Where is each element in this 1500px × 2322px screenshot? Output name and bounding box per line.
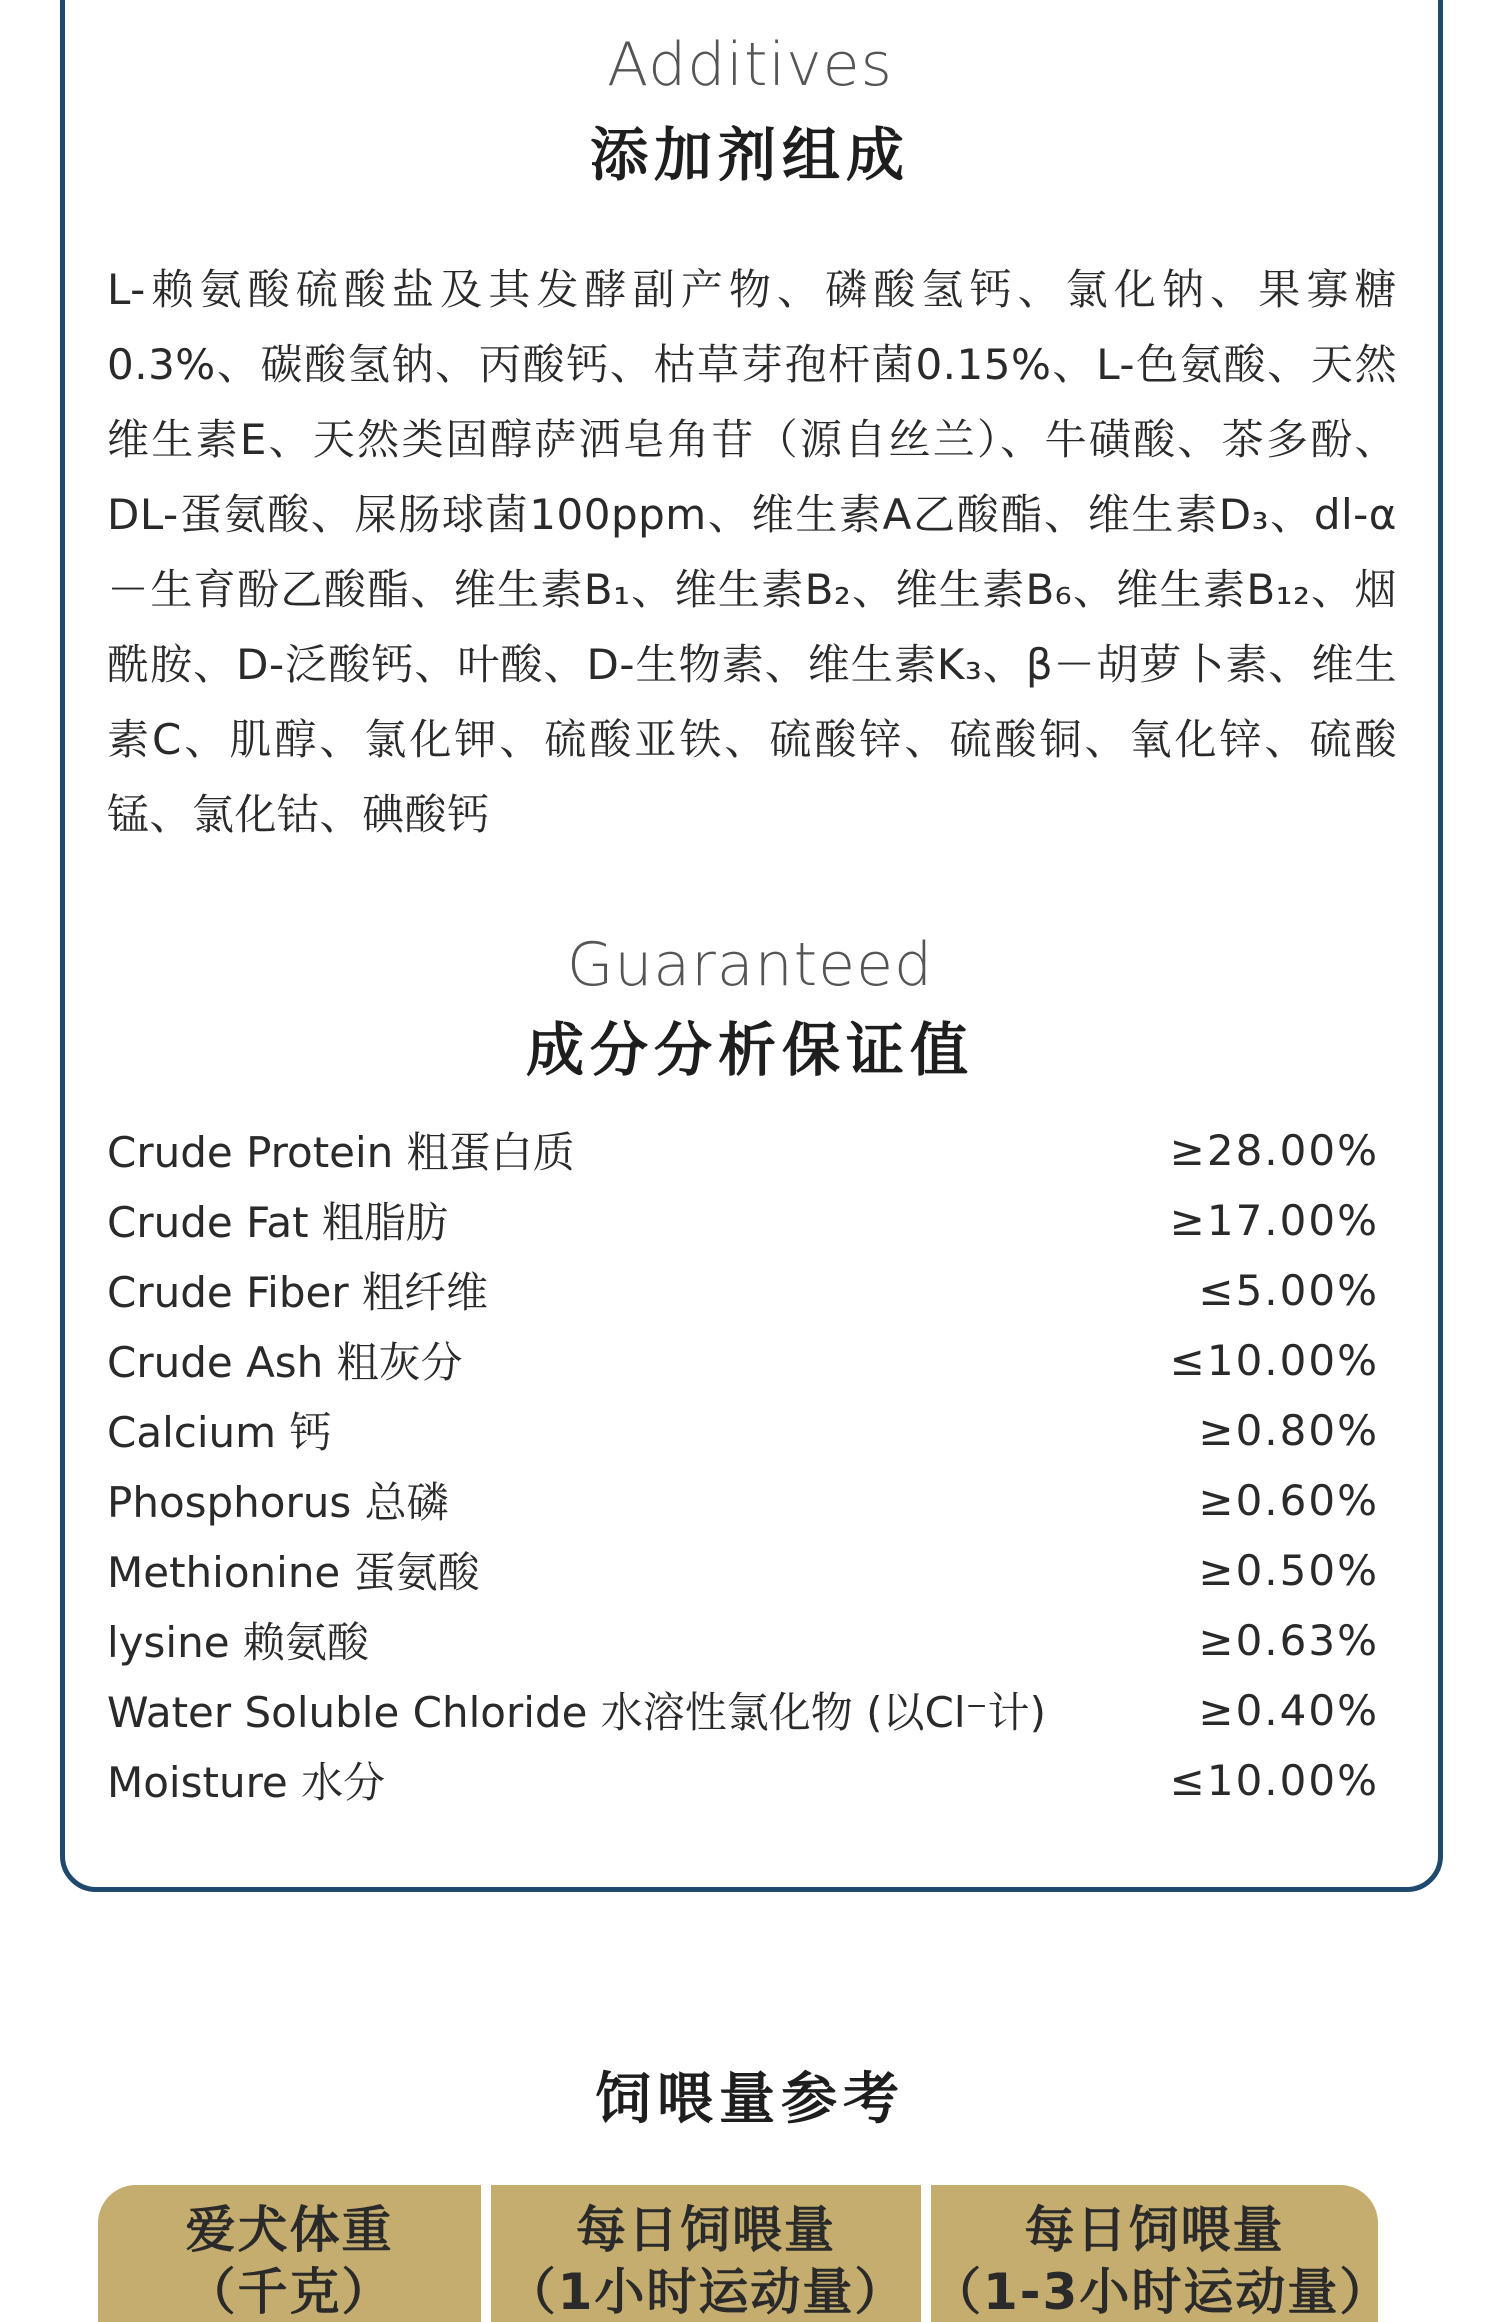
analysis-label: Crude Protein 粗蛋白质 bbox=[107, 1128, 575, 1177]
analysis-value: ≤10.00% bbox=[1169, 1335, 1379, 1385]
analysis-row bbox=[107, 1465, 1379, 1535]
analysis-row bbox=[107, 1115, 1379, 1185]
additives-list-text: L-赖氨酸硫酸盐及其发酵副产物、磷酸氢钙、氯化钠、果寡糖0.3%、碳酸氢钠、丙酸钙、枯草芽孢杆菌0.15%、L-色氨酸、天然维生素E、天然类固醇萨洒皂角苷（源自丝兰）、牛磺酸、茶多酚、DL-蛋氨酸、屎肠球菌100ppm、维生素A乙酸酯、维生素D₃、dl-α－生育酚乙酸酯、维生素B₁、维生素B₂、维生素B₆、维生素B₁₂、烟酰胺、D-泛酸钙、叶酸、D-生物素、维生素K₃、β－胡萝卜素、维生素C、肌醇、氯化钾、硫酸亚铁、硫酸锌、硫酸铜、氧化锌、硫酸锰、氯化钴、碘酸钙 bbox=[107, 265, 1397, 839]
feeding-table-header bbox=[98, 2185, 1392, 2322]
analysis-value: ≥0.60% bbox=[1198, 1475, 1379, 1525]
header-line2: （1小时运动量） bbox=[505, 2263, 907, 2321]
header-line1: 每日饲喂量 bbox=[576, 2201, 836, 2259]
analysis-label: Crude Fiber 粗纤维 bbox=[107, 1268, 488, 1317]
header-daily-1-3h bbox=[931, 2185, 1392, 2322]
analysis-row bbox=[107, 1675, 1379, 1745]
analysis-value: ≤5.00% bbox=[1198, 1265, 1379, 1315]
analysis-row bbox=[107, 1255, 1379, 1325]
analysis-value: ≥28.00% bbox=[1169, 1125, 1379, 1175]
header-weight bbox=[98, 2185, 481, 2322]
analysis-row bbox=[107, 1325, 1379, 1395]
analysis-label: Water Soluble Chloride 水溶性氯化物 (以Cl⁻计) bbox=[107, 1688, 1047, 1737]
analysis-row bbox=[107, 1185, 1379, 1255]
analysis-value: ≥17.00% bbox=[1169, 1195, 1379, 1245]
feeding-title: 饲喂量参考 bbox=[595, 2067, 905, 2132]
analysis-label: Moisture 水分 bbox=[107, 1758, 386, 1807]
analysis-row bbox=[107, 1395, 1379, 1465]
analysis-value: ≥0.80% bbox=[1198, 1405, 1379, 1455]
header-line1: 每日饲喂量 bbox=[1024, 2201, 1285, 2259]
analysis-value: ≥0.63% bbox=[1198, 1615, 1379, 1665]
analysis-value: ≤10.00% bbox=[1169, 1755, 1379, 1805]
header-daily-1h bbox=[491, 2185, 921, 2322]
analysis-value: ≥0.40% bbox=[1198, 1685, 1379, 1735]
analysis-row bbox=[107, 1605, 1379, 1675]
analysis-row bbox=[107, 1745, 1379, 1815]
analysis-label: Calcium 钙 bbox=[107, 1408, 332, 1457]
analysis-label: Crude Fat 粗脂肪 bbox=[107, 1198, 448, 1247]
analysis-label: Phosphorus 总磷 bbox=[107, 1478, 449, 1527]
header-line1: 爱犬体重 bbox=[185, 2201, 394, 2259]
analysis-value: ≥0.50% bbox=[1198, 1545, 1379, 1595]
analysis-label: lysine 赖氨酸 bbox=[107, 1618, 369, 1667]
additives-title-zh: 添加剂组成 bbox=[589, 121, 910, 189]
header-line2: （1-3小时运动量） bbox=[931, 2263, 1392, 2321]
analysis-row bbox=[107, 1535, 1379, 1605]
guaranteed-title-zh: 成分分析保证值 bbox=[525, 1016, 974, 1084]
additives-title-en: Additives bbox=[607, 30, 893, 100]
analysis-label: Crude Ash 粗灰分 bbox=[107, 1338, 463, 1387]
header-line2: （千克） bbox=[185, 2263, 394, 2321]
guaranteed-title-en: Guaranteed bbox=[566, 930, 934, 1000]
guaranteed-analysis-table bbox=[107, 1115, 1379, 1815]
analysis-label: Methionine 蛋氨酸 bbox=[107, 1548, 480, 1597]
